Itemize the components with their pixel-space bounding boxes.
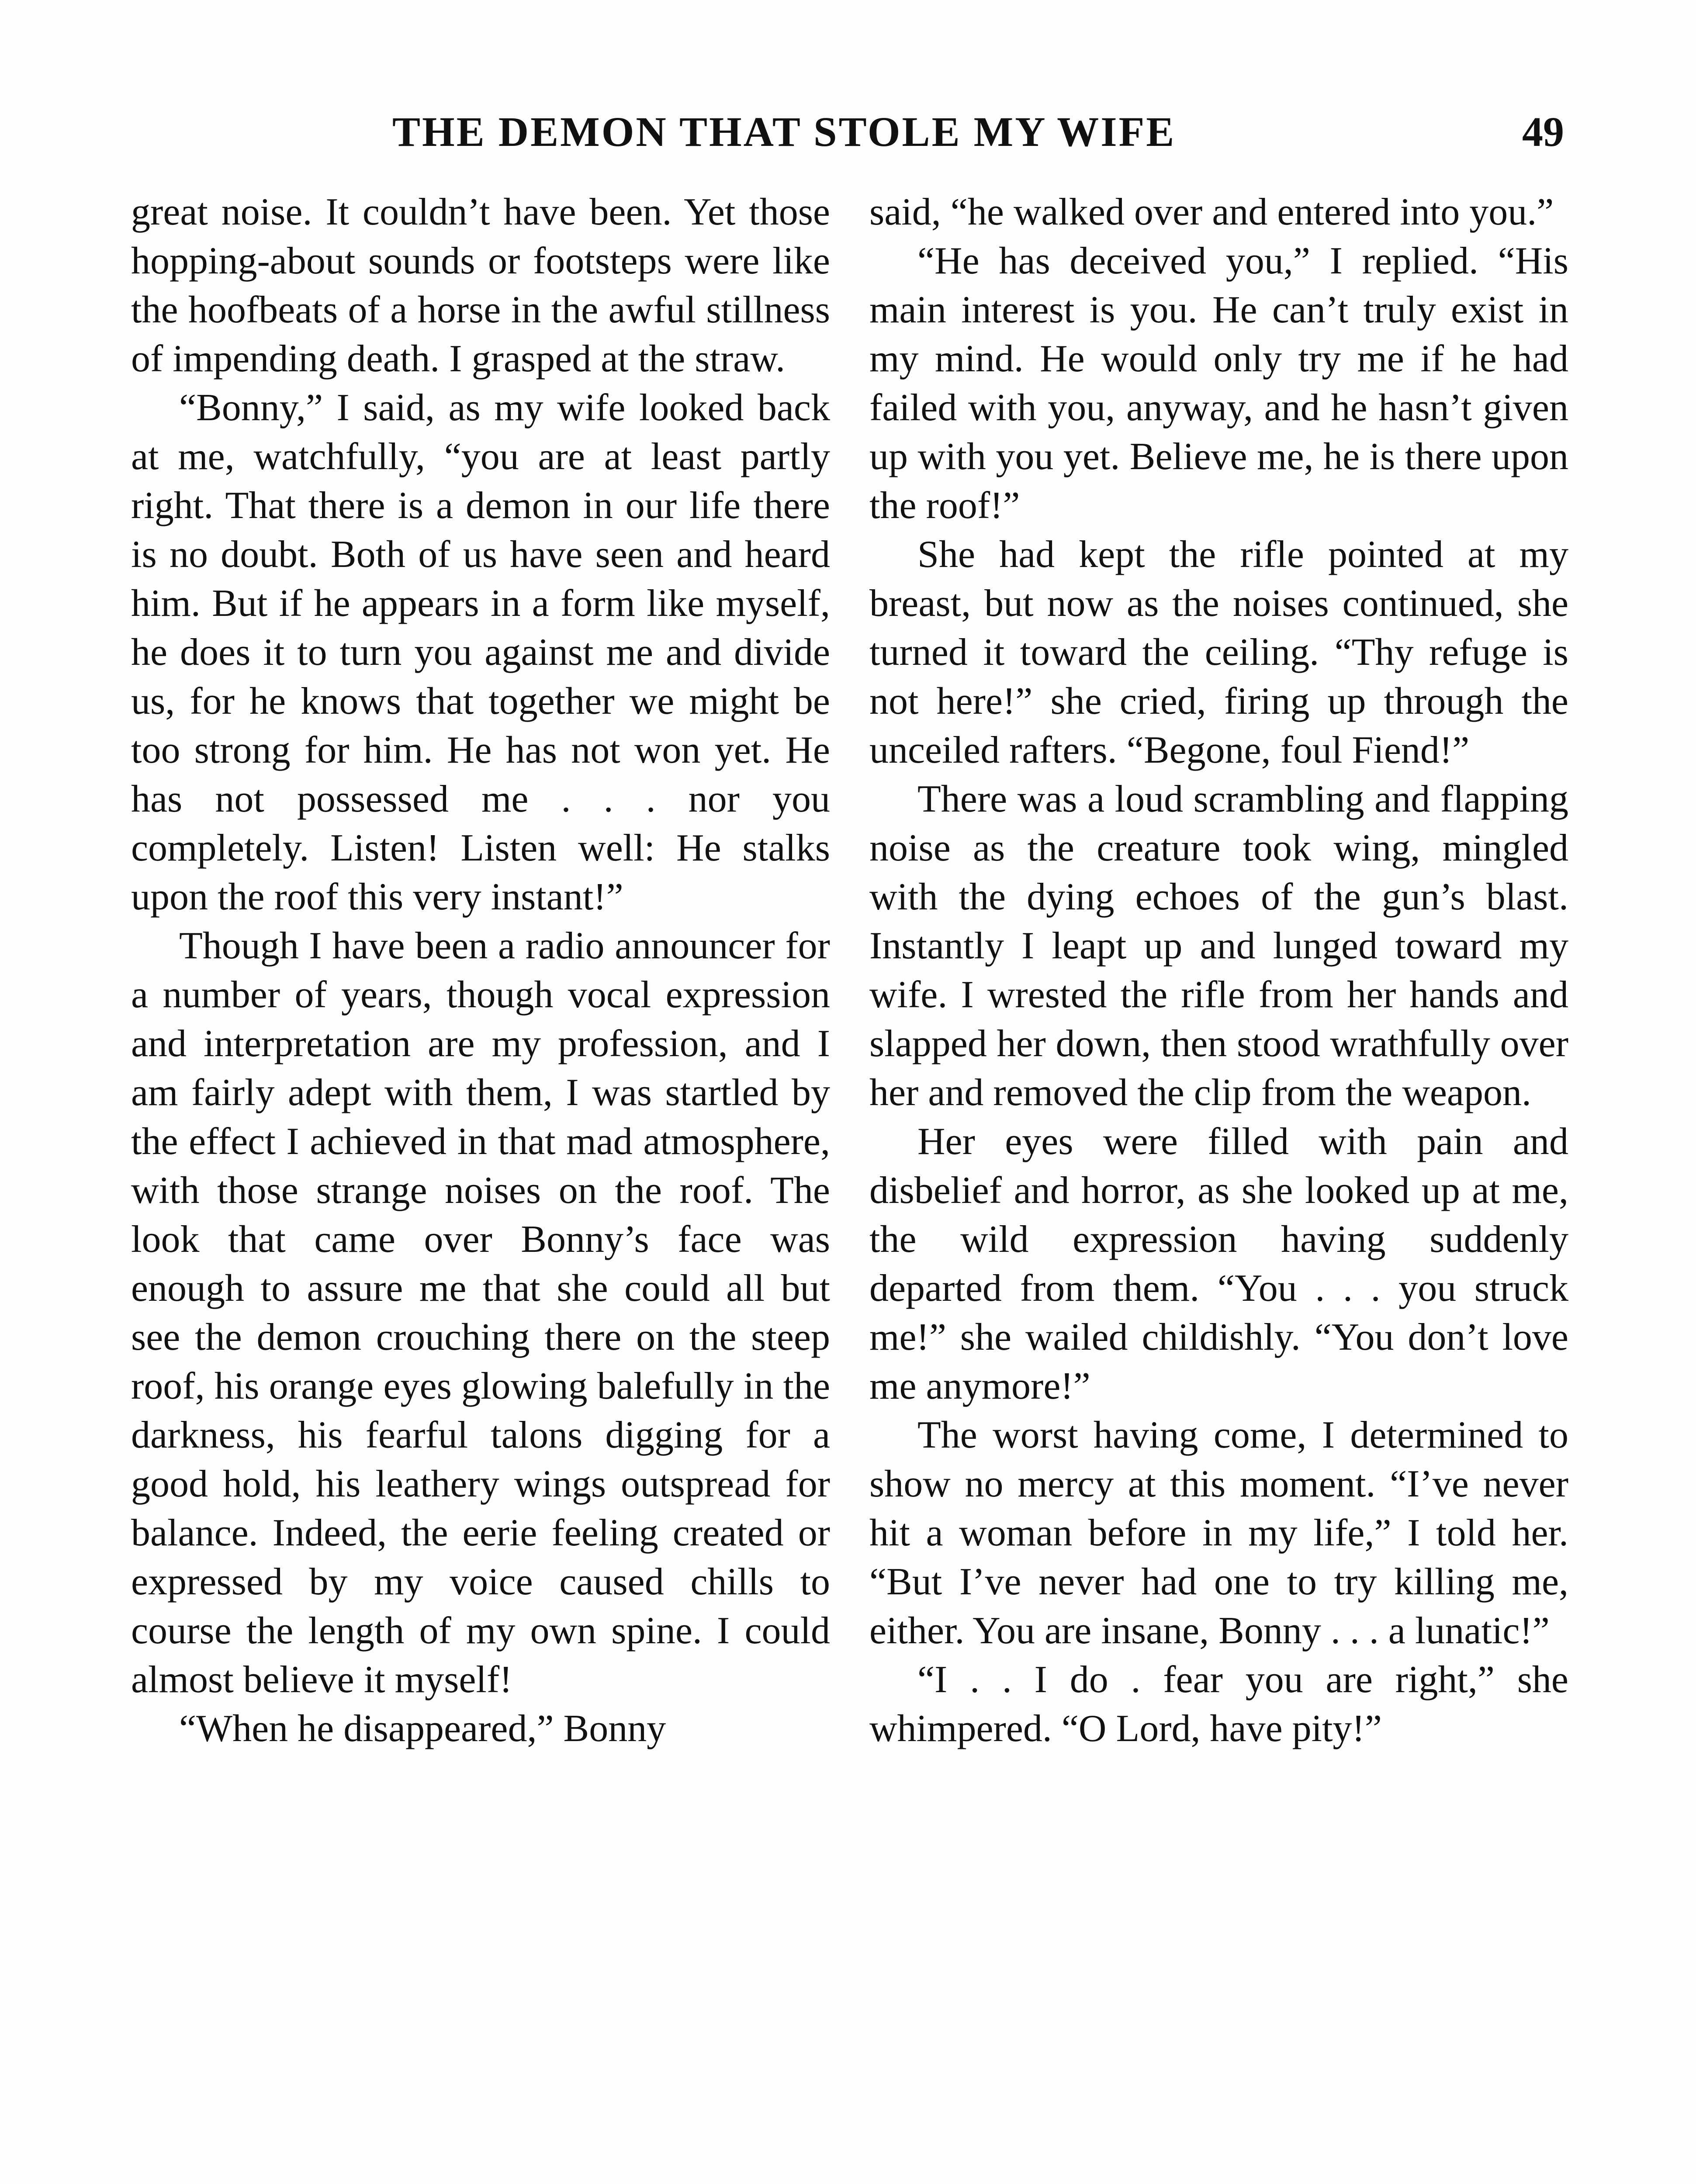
paragraph: “I . . I do . fear you are right,” she whimpered. “O Lord, have pity!” (869, 1659, 1568, 1750)
paragraph: great noise. It couldn’t have been. Yet those hopping-about sounds or footsteps were like the hoofbeats of a horse in the awful stillness of impending death. I grasped at the straw. (131, 191, 830, 380)
running-title: THE DEMON THAT STOLE MY WIFE (392, 108, 1176, 155)
paragraph: “He has deceived you,” I replied. “His main interest is you. He can’t truly exist in my mind. He would only try me if he had failed with you, anyway, and he hasn’t given up with you yet. Believe me, he is there upon the roof!” (869, 240, 1568, 527)
paragraph: said, “he walked over and entered into you.” (869, 191, 1554, 233)
right-column (869, 188, 1568, 1753)
page-number: 49 (1522, 108, 1564, 155)
paragraph: Though I have been a radio announcer for a number of years, though vocal expression and interpretation are my profession, and I am fairly adept with them, I was startled by the effect I achieved in that mad atmosphere, with those strange noises on the roof. The look that came over Bonny’s face was enough to assure me that she could all but see the demon crouching there on the steep roof, his orange eyes glowing balefully in the darkness, his fearful talons digging for a good hold, his leathery wings outspread for balance. Indeed, the eerie feeling created or expressed by my voice caused chills to course the length of my own spine. I could almost believe it myself! (131, 925, 830, 1701)
paragraph: The worst having come, I determined to show no mercy at this moment. “I’ve never hit a woman before in my life,” I told her. “But I’ve never had one to try killing me, either. You are insane, Bonny . . . a lunatic!” (869, 1414, 1568, 1652)
paragraph: There was a loud scrambling and flapping noise as the creature took wing, mingled with the dying echoes of the gun’s blast. Instantly I leapt up and lunged toward my wife. I wrested the rifle from her hands and slapped her down, then stood wrathfully over her and removed the clip from the weapon. (869, 778, 1568, 1114)
paragraph: Her eyes were filled with pain and disbelief and horror, as she looked up at me, the wild expression having suddenly departed from them. “You . . . you struck me!” she wailed childishly. “You don’t love me anymore!” (869, 1120, 1568, 1407)
left-column (131, 188, 830, 1753)
paragraph: She had kept the rifle pointed at my breast, but now as the noises continued, she turned it toward the ceiling. “Thy refuge is not here!” she cried, firing up through the unceiled rafters. “Begone, foul Fiend!” (869, 533, 1568, 771)
running-head (131, 101, 1564, 162)
paragraph: “Bonny,” I said, as my wife looked back at me, watchfully, “you are at least partly right. That there is a demon in our life there is no doubt. Both of us have seen and heard him. But if he appears in a form like myself, he does it to turn you against me and divide us, for he knows that together we might be too strong for him. He has not won yet. He has not possessed me . . . nor you completely. Listen! Listen well: He stalks upon the roof this very instant!” (131, 387, 830, 918)
paragraph: “When he disappeared,” Bonny (179, 1707, 666, 1750)
